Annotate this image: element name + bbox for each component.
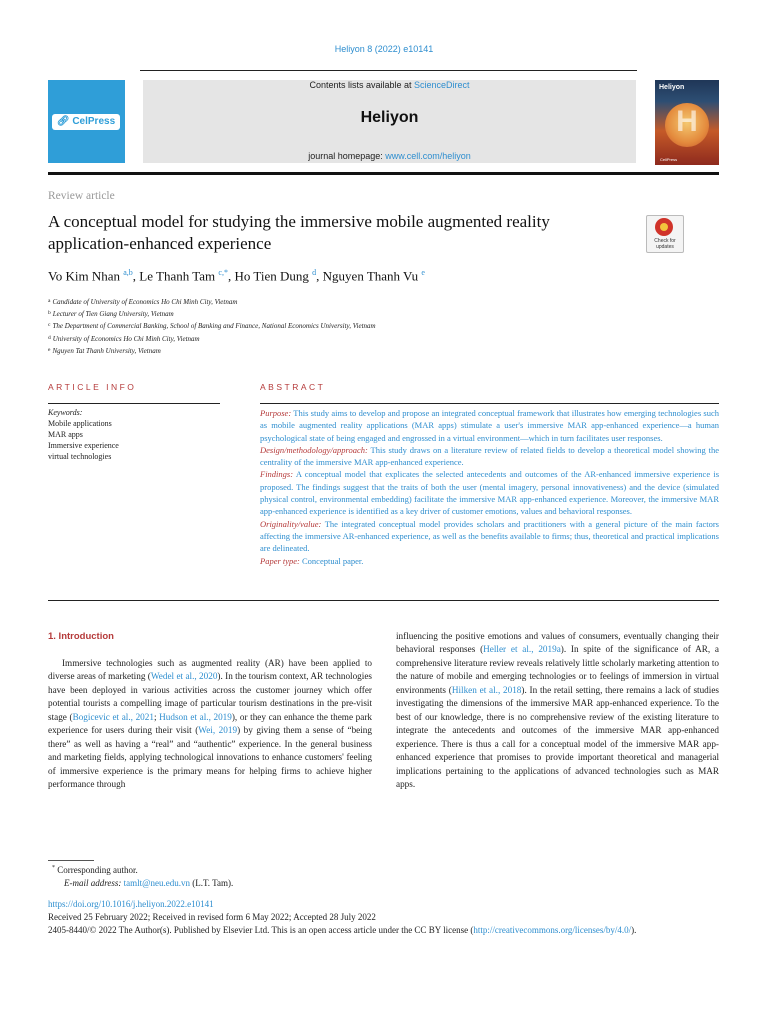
corresponding-text: Corresponding author. xyxy=(57,865,138,875)
check-updates-icon-center xyxy=(660,223,668,231)
footnote-rule xyxy=(48,860,94,861)
body-text: ; xyxy=(153,711,160,722)
email-note xyxy=(64,878,233,888)
body-text: Immersive technologies such as augmented reality (AR) have been applied to diverse areas of marketing ( xyxy=(48,658,372,682)
author-affiliation-marks[interactable]: c,* xyxy=(218,268,228,277)
corresponding-mark: * xyxy=(52,865,55,871)
author-separator: , xyxy=(132,268,140,284)
affiliation-item xyxy=(48,308,376,320)
contents-line xyxy=(143,80,636,90)
corresponding-author-note xyxy=(52,865,138,875)
received-dates: Received 25 February 2022; Received in revised form 6 May 2022; Accepted 28 July 2022 xyxy=(48,912,376,922)
citation-link[interactable]: Wei, 2019 xyxy=(198,725,238,736)
abstract-part-label: Purpose: xyxy=(260,408,292,418)
affiliation-list xyxy=(48,296,376,357)
body-text: ), or they can enhance the theme park experience for users during their visit ( xyxy=(48,711,372,736)
abstract-part xyxy=(260,444,719,469)
homepage-line xyxy=(143,151,636,161)
publisher-logo-text xyxy=(52,114,120,130)
keywords-label: Keywords: xyxy=(48,408,83,417)
abstract-part-label: Paper type: xyxy=(260,555,300,566)
check-updates-label: Check for updates xyxy=(654,238,676,250)
header-rule xyxy=(140,70,637,71)
abstract-part-label: Design/methodology/approach: xyxy=(260,444,368,455)
abstract-part-text: This study draws on a literature review of related fields to develop a theoretical model showing the centrality of the immersive MAR app-enhanced experience. xyxy=(260,444,719,468)
abstract-part xyxy=(260,555,719,567)
keyword-item: virtual technologies xyxy=(48,452,112,461)
email-link[interactable]: tamlt@neu.edu.vn xyxy=(123,878,190,888)
article-info-rule xyxy=(48,403,220,404)
abstract-part xyxy=(260,407,719,444)
affiliation-mark: c xyxy=(48,322,51,329)
author-name: Nguyen Thanh Vu xyxy=(322,268,419,284)
affiliation-text: Lecturer of Tien Giang University, Vietnam xyxy=(52,310,174,319)
affiliation-mark: a xyxy=(48,298,51,304)
abstract-part-label: Findings: xyxy=(260,469,294,480)
citation-link[interactable]: Hudson et al., 2019 xyxy=(159,711,232,722)
article-type: Review article xyxy=(48,190,115,202)
license-end: ). xyxy=(631,925,637,935)
affiliation-mark: d xyxy=(48,334,51,341)
abstract-heading: ABSTRACT xyxy=(260,382,326,392)
affiliation-text: The Department of Commercial Banking, School of Banking and Finance, National Economics University, Vietnam xyxy=(52,322,376,331)
homepage-prefix: journal homepage: xyxy=(308,151,386,161)
affiliation-mark: b xyxy=(48,310,51,317)
affiliation-item xyxy=(48,320,376,332)
affiliation-text: Candidate of University of Economics Ho Chi Minh City, Vietnam xyxy=(52,298,238,306)
cover-publisher: CellPress xyxy=(660,157,678,162)
abstract-part-text: Conceptual paper. xyxy=(302,555,364,566)
author-name: Vo Kim Nhan xyxy=(48,268,120,284)
author-separator: , xyxy=(227,268,235,284)
author-name: Ho Tien Dung xyxy=(234,268,309,284)
homepage-link[interactable]: www.cell.com/heliyon xyxy=(385,151,471,161)
abstract-part xyxy=(260,468,719,517)
body-text: ). In spite of the significance of AR, a comprehensive literature review reveals relatively little scholarly marketing attention to the nature of mobile and emerging technologies or to feelings of immersion in virtual environments ( xyxy=(396,644,719,695)
email-suffix: (L.T. Tam). xyxy=(189,878,234,888)
cover-title: Heliyon xyxy=(659,84,685,91)
journal-name: Heliyon xyxy=(360,109,419,126)
abstract-part-text: The integrated conceptual model provides scholars and practitioners with a general picture of the main factors affecting the immersive AR-enhanced experience, as well as the benefits available to firms; thus, theoretical and practical implications are delineated. xyxy=(260,518,719,554)
body-column-right xyxy=(396,630,719,791)
license-text: 2405-8440/© 2022 The Author(s). Published by Elsevier Ltd. This is an open access article under the CC BY license ( xyxy=(48,925,474,935)
author-list xyxy=(48,268,425,284)
author-affiliation-marks[interactable]: d xyxy=(312,268,317,277)
author-separator: , xyxy=(316,268,323,284)
affiliation-item xyxy=(48,345,376,357)
abstract-bottom-rule xyxy=(48,600,719,601)
body-text: ) by giving them a sense of “being there” as well as having a “real” and “authentic” experience. In the general business and marketing fields, applying technological innovations to enhance customers' feeling of immersive experience is the primary means for helping firms to achieve higher performance through xyxy=(48,725,372,790)
header-thick-rule xyxy=(48,172,719,175)
affiliation-text: University of Economics Ho Chi Minh City, Vietnam xyxy=(52,334,200,343)
email-label: E-mail address: xyxy=(64,878,124,888)
article-title: A conceptual model for studying the immersive mobile augmented reality application-enhanced experience xyxy=(48,212,550,253)
citation-link[interactable]: Heller et al., 2019a xyxy=(483,644,561,655)
journal-reference[interactable]: Heliyon 8 (2022) e10141 xyxy=(334,44,434,54)
body-column-left xyxy=(48,657,372,792)
article-info-heading: ARTICLE INFO xyxy=(48,382,137,392)
keyword-item: MAR apps xyxy=(48,430,83,439)
abstract-rule xyxy=(260,403,719,404)
abstract-part xyxy=(260,518,719,555)
sciencedirect-link[interactable]: ScienceDirect xyxy=(414,80,470,90)
abstract-part-label: Originality/value: xyxy=(260,518,322,529)
abstract-part-text: This study aims to develop and propose an integrated conceptual framework that illustrates how emerging technologies such as mobile augmented reality applications (MAR apps) stimulate a user's immersive MAR app-enhanced experience—a human psychological state of being engaged and engrossed in a virtual environment—which in turn facilitates user responses. xyxy=(260,408,719,443)
keyword-item: Immersive experience xyxy=(48,441,119,450)
contents-prefix: Contents lists available at xyxy=(309,80,415,90)
license-line xyxy=(48,925,636,935)
logo-label: CelPress xyxy=(72,116,116,127)
doi-link[interactable]: https://doi.org/10.1016/j.heliyon.2022.e10141 xyxy=(48,899,214,909)
abstract-body xyxy=(260,407,719,567)
citation-link[interactable]: Hilken et al., 2018 xyxy=(451,684,522,695)
affiliation-item xyxy=(48,296,376,308)
affiliation-text: Nguyen Tat Thanh University, Vietnam xyxy=(52,346,161,355)
citation-link[interactable]: Wedel et al., 2020 xyxy=(150,671,218,682)
author-affiliation-marks[interactable]: a,b xyxy=(123,268,133,277)
keywords-block xyxy=(48,407,119,462)
keyword-item: Mobile applications xyxy=(48,419,112,428)
link-icon: 🔗︎ xyxy=(56,116,70,127)
author-name: Le Thanh Tam xyxy=(139,268,216,284)
license-link[interactable]: http://creativecommons.org/licenses/by/4.0/ xyxy=(473,925,632,935)
body-text: ). In the retail setting, there remains a lack of studies investigating the dimensions of the immersive MAR app-enhanced experience. To the best of our knowledge, there is no comprehensive review of the existing literature to integrate the antecedents and outcomes of the immersive MAR app-enhanced experience. There is thus a call for a conceptual model of the immersive MAR app-enhanced experience that promises to provide important theoretical and managerial implications pertaining to the applications of advanced technologies such as MAR apps. xyxy=(396,684,719,789)
keywords-list xyxy=(48,418,119,462)
body-text: influencing the positive emotions and values of consumers, eventually changing their behavioral responses ( xyxy=(396,631,719,655)
author-affiliation-marks[interactable]: e xyxy=(421,268,425,277)
section-heading-introduction: 1. Introduction xyxy=(48,631,114,642)
body-text: ). In the tourism context, AR technologies have been deployed in various activities across the customer journey which offer potential tourists a compelling image of particular tourism destinations in the pre-visit stage ( xyxy=(48,671,372,722)
abstract-part-text: A conceptual model that explicates the selected antecedents and outcomes of the AR-enhanced immersive experience is proposed. The findings suggest that the traits of both the user (mental imagery, personal innovativeness) and the device (simulated physical control, environmental embedding) facilitate the immersive MAR app-enhanced experience. Moreover, the immersive MAR app-enhanced experience is identified as a key driver of customer emotions, values and behavioral responses. xyxy=(260,469,720,517)
affiliation-mark: e xyxy=(48,346,51,353)
affiliation-item xyxy=(48,333,376,345)
cover-h-graphic: H xyxy=(676,105,698,138)
citation-link[interactable]: Bogicevic et al., 2021 xyxy=(72,711,154,722)
